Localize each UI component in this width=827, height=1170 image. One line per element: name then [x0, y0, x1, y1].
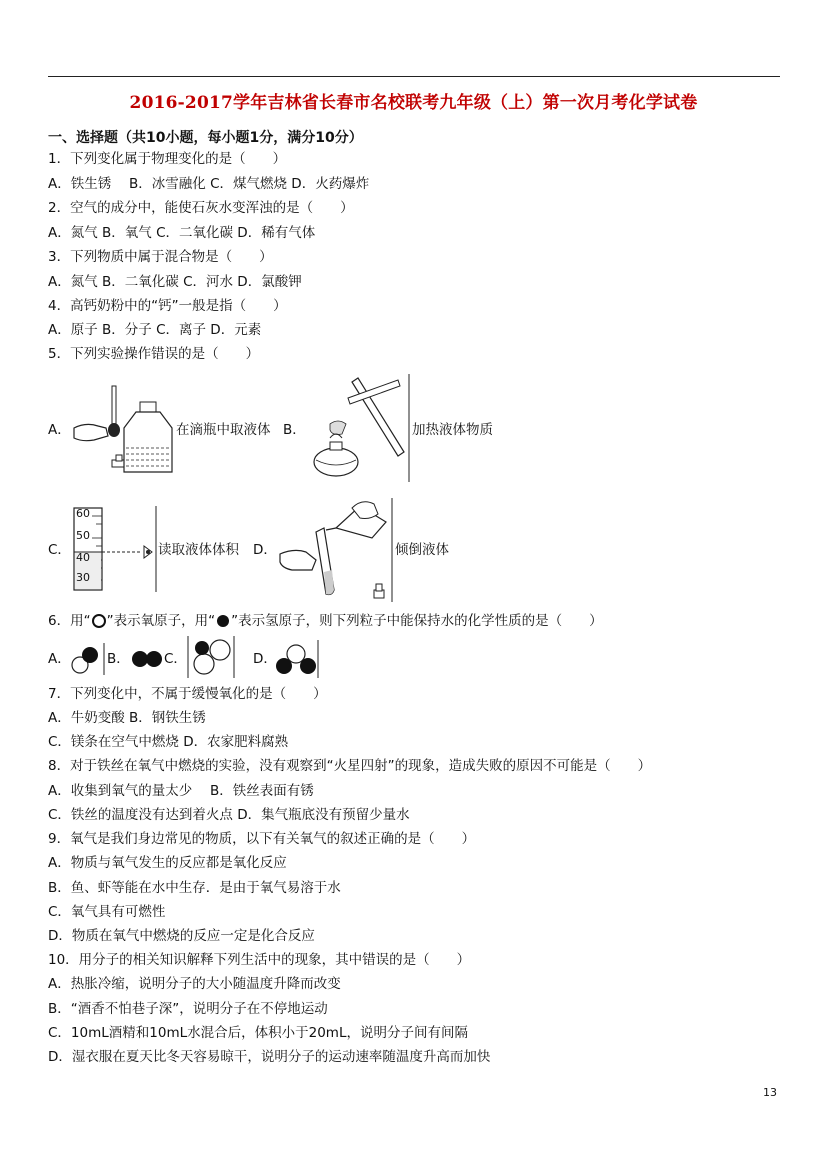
pouring-liquid-figure — [276, 498, 394, 602]
question-line: A．原子 B．分子 C．离子 D．元素 — [48, 322, 262, 338]
molecule-b-figure — [130, 645, 166, 671]
question-line: C．镁条在空气中燃烧 D．农家肥料腐熟 — [48, 734, 289, 750]
tick-label: 60 — [76, 507, 90, 520]
question-line: A．氮气 B．二氧化碳 C．河水 D．氯酸钾 — [48, 274, 302, 290]
option-c-letter: C． — [48, 542, 71, 558]
question-line: A．收集到氧气的量太少 B．铁丝表面有锈 — [48, 783, 314, 799]
question-line: A．物质与氧气发生的反应都是氧化反应 — [48, 855, 287, 871]
question-line: C．氧气具有可燃性 — [48, 904, 166, 920]
tick-label: 50 — [76, 529, 90, 542]
question-line: 3．下列物质中属于混合物是（ ） — [48, 249, 273, 265]
molecule-a-figure — [70, 643, 106, 675]
option-b-text: 加热液体物质 — [412, 422, 493, 438]
question-line: D．物质在氧气中燃烧的反应一定是化合反应 — [48, 928, 315, 944]
option-a-text: 在滴瓶中取液体 — [176, 422, 271, 438]
molecule-d-figure — [274, 640, 320, 678]
question-line: A．氮气 B．氧气 C．二氧化碳 D．稀有气体 — [48, 225, 316, 241]
question-line: C．10mL酒精和10mL水混合后，体积小于20mL，说明分子间有间隔 — [48, 1025, 468, 1041]
oxygen-atom-icon — [92, 614, 106, 628]
tick-label: 30 — [76, 571, 90, 584]
hydrogen-atom-icon — [217, 615, 229, 627]
option-d-letter: D． — [253, 542, 277, 558]
option-d-text: 倾倒液体 — [395, 542, 449, 558]
question-line: 10．用分子的相关知识解释下列生活中的现象，其中错误的是（ ） — [48, 952, 471, 968]
header-rule — [48, 76, 780, 77]
option-letter: B． — [107, 651, 130, 667]
question-line: 1．下列变化属于物理变化的是（ ） — [48, 151, 287, 167]
page-number: 13 — [763, 1086, 777, 1099]
question-line: 9．氧气是我们身边常见的物质，以下有关氧气的叙述正确的是（ ） — [48, 831, 476, 847]
question-line: B．“酒香不怕巷子深”，说明分子在不停地运动 — [48, 1001, 328, 1017]
tick-label: 40 — [76, 551, 90, 564]
q6-stem-part: 6．用“ — [48, 613, 91, 629]
option-letter: D． — [253, 651, 277, 667]
question-line: A．牛奶变酸 B．钢铁生锈 — [48, 710, 206, 726]
question-line: A．铁生锈 B．冰雪融化 C．煤气燃烧 D．火药爆炸 — [48, 176, 370, 192]
molecule-c-figure — [186, 636, 236, 678]
q6-stem-part: ”表示氧原子，用“ — [106, 613, 216, 629]
question-line: 2．空气的成分中，能使石灰水变浑浊的是（ ） — [48, 200, 354, 216]
question-line: C．铁丝的温度没有达到着火点 D．集气瓶底没有预留少量水 — [48, 807, 410, 823]
heating-tube-figure — [302, 374, 412, 482]
option-a-letter: A． — [48, 422, 71, 438]
question-line: B．鱼、虾等能在水中生存．是由于氧气易溶于水 — [48, 880, 341, 896]
question-line: 5．下列实验操作错误的是（ ） — [48, 346, 260, 362]
question-line: 8．对于铁丝在氧气中燃烧的实验，没有观察到“火星四射”的现象，造成失败的原因不可能是（ ） — [48, 758, 652, 774]
option-letter: C． — [164, 651, 187, 667]
page-title: 2016-2017学年吉林省长春市名校联考九年级（上）第一次月考化学试卷 — [129, 93, 698, 113]
question-line: D．湿衣服在夏天比冬天容易晾干，说明分子的运动速率随温度升高而加快 — [48, 1049, 491, 1065]
option-letter: A． — [48, 651, 71, 667]
question-6-line — [48, 612, 603, 630]
section-heading: 一、选择题（共10小题，每小题1分，满分10分） — [48, 130, 363, 146]
q6-stem-part: ”表示氢原子，则下列粒子中能保持水的化学性质的是（ ） — [231, 613, 603, 629]
dropper-bottle-figure — [72, 382, 176, 474]
option-c-text: 读取液体体积 — [158, 542, 239, 558]
question-line: 7．下列变化中，不属于缓慢氧化的是（ ） — [48, 686, 327, 702]
question-line: A．热胀冷缩，说明分子的大小随温度升降而改变 — [48, 976, 341, 992]
question-line: 4．高钙奶粉中的“钙”一般是指（ ） — [48, 298, 287, 314]
option-b-letter: B． — [283, 422, 306, 438]
